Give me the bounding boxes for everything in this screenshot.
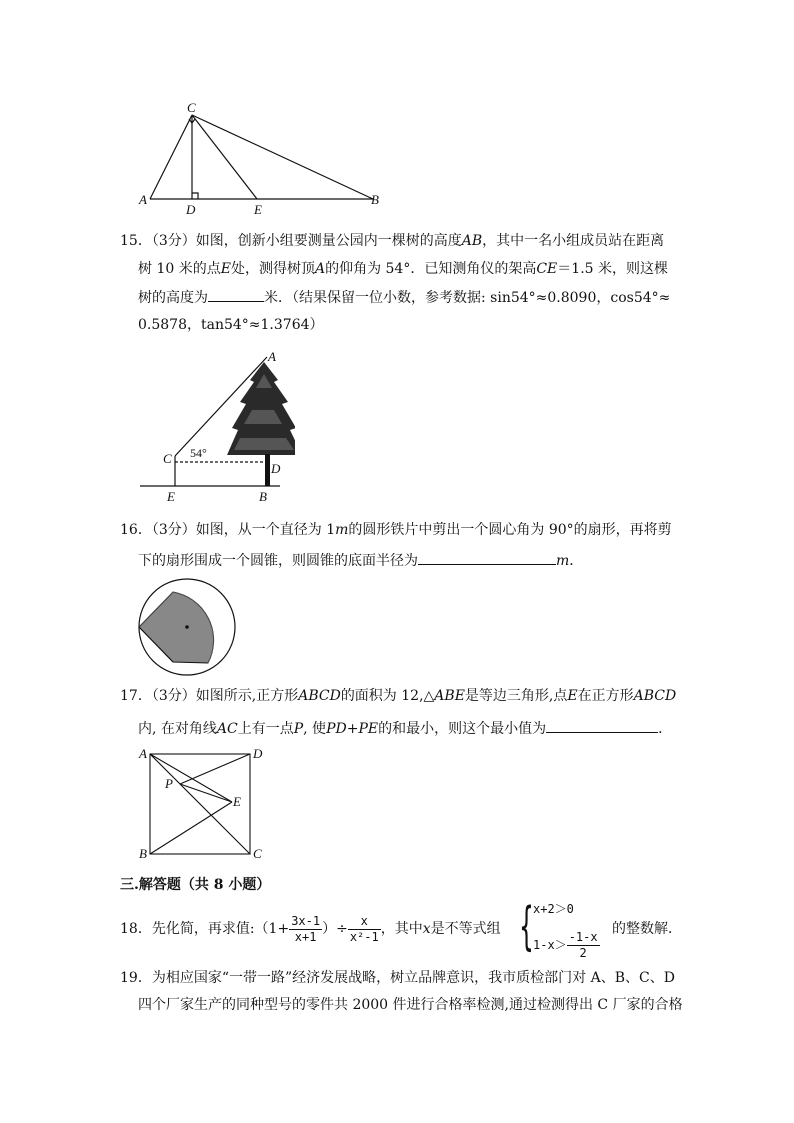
- tree-icon: [227, 362, 295, 486]
- label-a: A: [139, 746, 147, 761]
- q15-line3: 树的高度为 米．（结果保留一位小数，参考数据: sin54°≈0.8090，cos54°≈: [138, 285, 670, 310]
- sector-figure-q16: [135, 577, 241, 677]
- line-cb: [192, 115, 373, 199]
- brace-icon: {: [519, 897, 534, 957]
- label-b: B: [259, 489, 267, 504]
- q15-line1: 15．（3分）如图，创新小组要测量公园内一棵树的高度AB，其中一名小组成员站在距离: [120, 233, 665, 249]
- q19-line2: 四个厂家生产的同种型号的零件共 2000 件进行合格率检测,通过检测得出 C 厂家的合格: [138, 997, 683, 1013]
- q18-line: 18．先化简，再求值:（1+ $\frac{3x-1}{x+1}$ ）÷ $\frac{x}{\text{x²-1}}$ ，其中x是不等式组: [120, 913, 501, 944]
- center-point: [185, 625, 189, 629]
- section-title: 三.解答题（共 8 小题）: [120, 877, 271, 893]
- fraction-1: $\frac{3x-1}{x+1}$: [291, 913, 321, 944]
- label-p: P: [165, 776, 173, 791]
- inequality-system: [519, 896, 625, 960]
- square-figure-q17: [135, 746, 275, 864]
- label-e: E: [167, 489, 175, 504]
- triangle-figure-q14: [130, 100, 390, 218]
- label-a: A: [139, 192, 147, 207]
- label-c: C: [253, 846, 262, 861]
- q16-line1: 16．（3分）如图，从一个直径为 1m的圆形铁片中剪出一个圆心角为 90°的扇形，再将剪: [120, 522, 672, 538]
- q17-line2: 内, 在对角线AC上有一点P, 使PD+PE的和最小，则这个最小值为 ．: [138, 716, 672, 741]
- answer-blank-q15: [208, 285, 264, 302]
- label-b: B: [139, 846, 147, 861]
- label-d: D: [271, 461, 281, 476]
- line-be: [150, 802, 232, 854]
- label-b: B: [371, 192, 379, 207]
- inequality-2: 1-x＞ $\frac{-1-x}{2}$: [533, 930, 598, 960]
- q18-tail: 的整数解．: [612, 921, 682, 937]
- tree-figure-q15: [135, 350, 295, 505]
- label-d: D: [186, 202, 196, 217]
- angle-label: 54°: [190, 446, 207, 460]
- right-angle-mark: [192, 193, 198, 199]
- q17-line1: 17．（3分）如图所示,正方形ABCD的面积为 12,△ABE是等边三角形,点E在正方形ABCD: [120, 688, 677, 704]
- q15-line2: 树 10 米的点E处，测得树顶A的仰角为 54°．已知测角仪的架高CE＝1.5 米，则这棵: [138, 261, 668, 277]
- q16-line2: 下的扇形围成一个圆锥，则圆锥的底面半径为 m．: [138, 548, 583, 573]
- line-pd: [180, 754, 250, 784]
- label-c: C: [163, 451, 172, 466]
- answer-blank-q16: [418, 548, 556, 565]
- line-ce: [192, 115, 257, 199]
- label-e: E: [254, 202, 262, 217]
- line-ac: [150, 115, 192, 199]
- answer-blank-q17: [546, 716, 658, 733]
- label-d: D: [253, 746, 263, 761]
- fraction-2: $\frac{x}{\text{x²-1}}$: [349, 913, 379, 944]
- q15-line4: 0.5878，tan54°≈1.3764）: [138, 317, 324, 333]
- q19-line1: 19．为相应国家“一带一路”经济发展战略，树立品牌意识，我市质检部门对 A、B、C、D: [120, 970, 675, 986]
- label-e: E: [233, 794, 241, 809]
- inequality-1: x+2＞0: [533, 902, 574, 916]
- label-c: C: [187, 100, 196, 115]
- label-a: A: [268, 350, 276, 364]
- sector-shape: [139, 592, 214, 663]
